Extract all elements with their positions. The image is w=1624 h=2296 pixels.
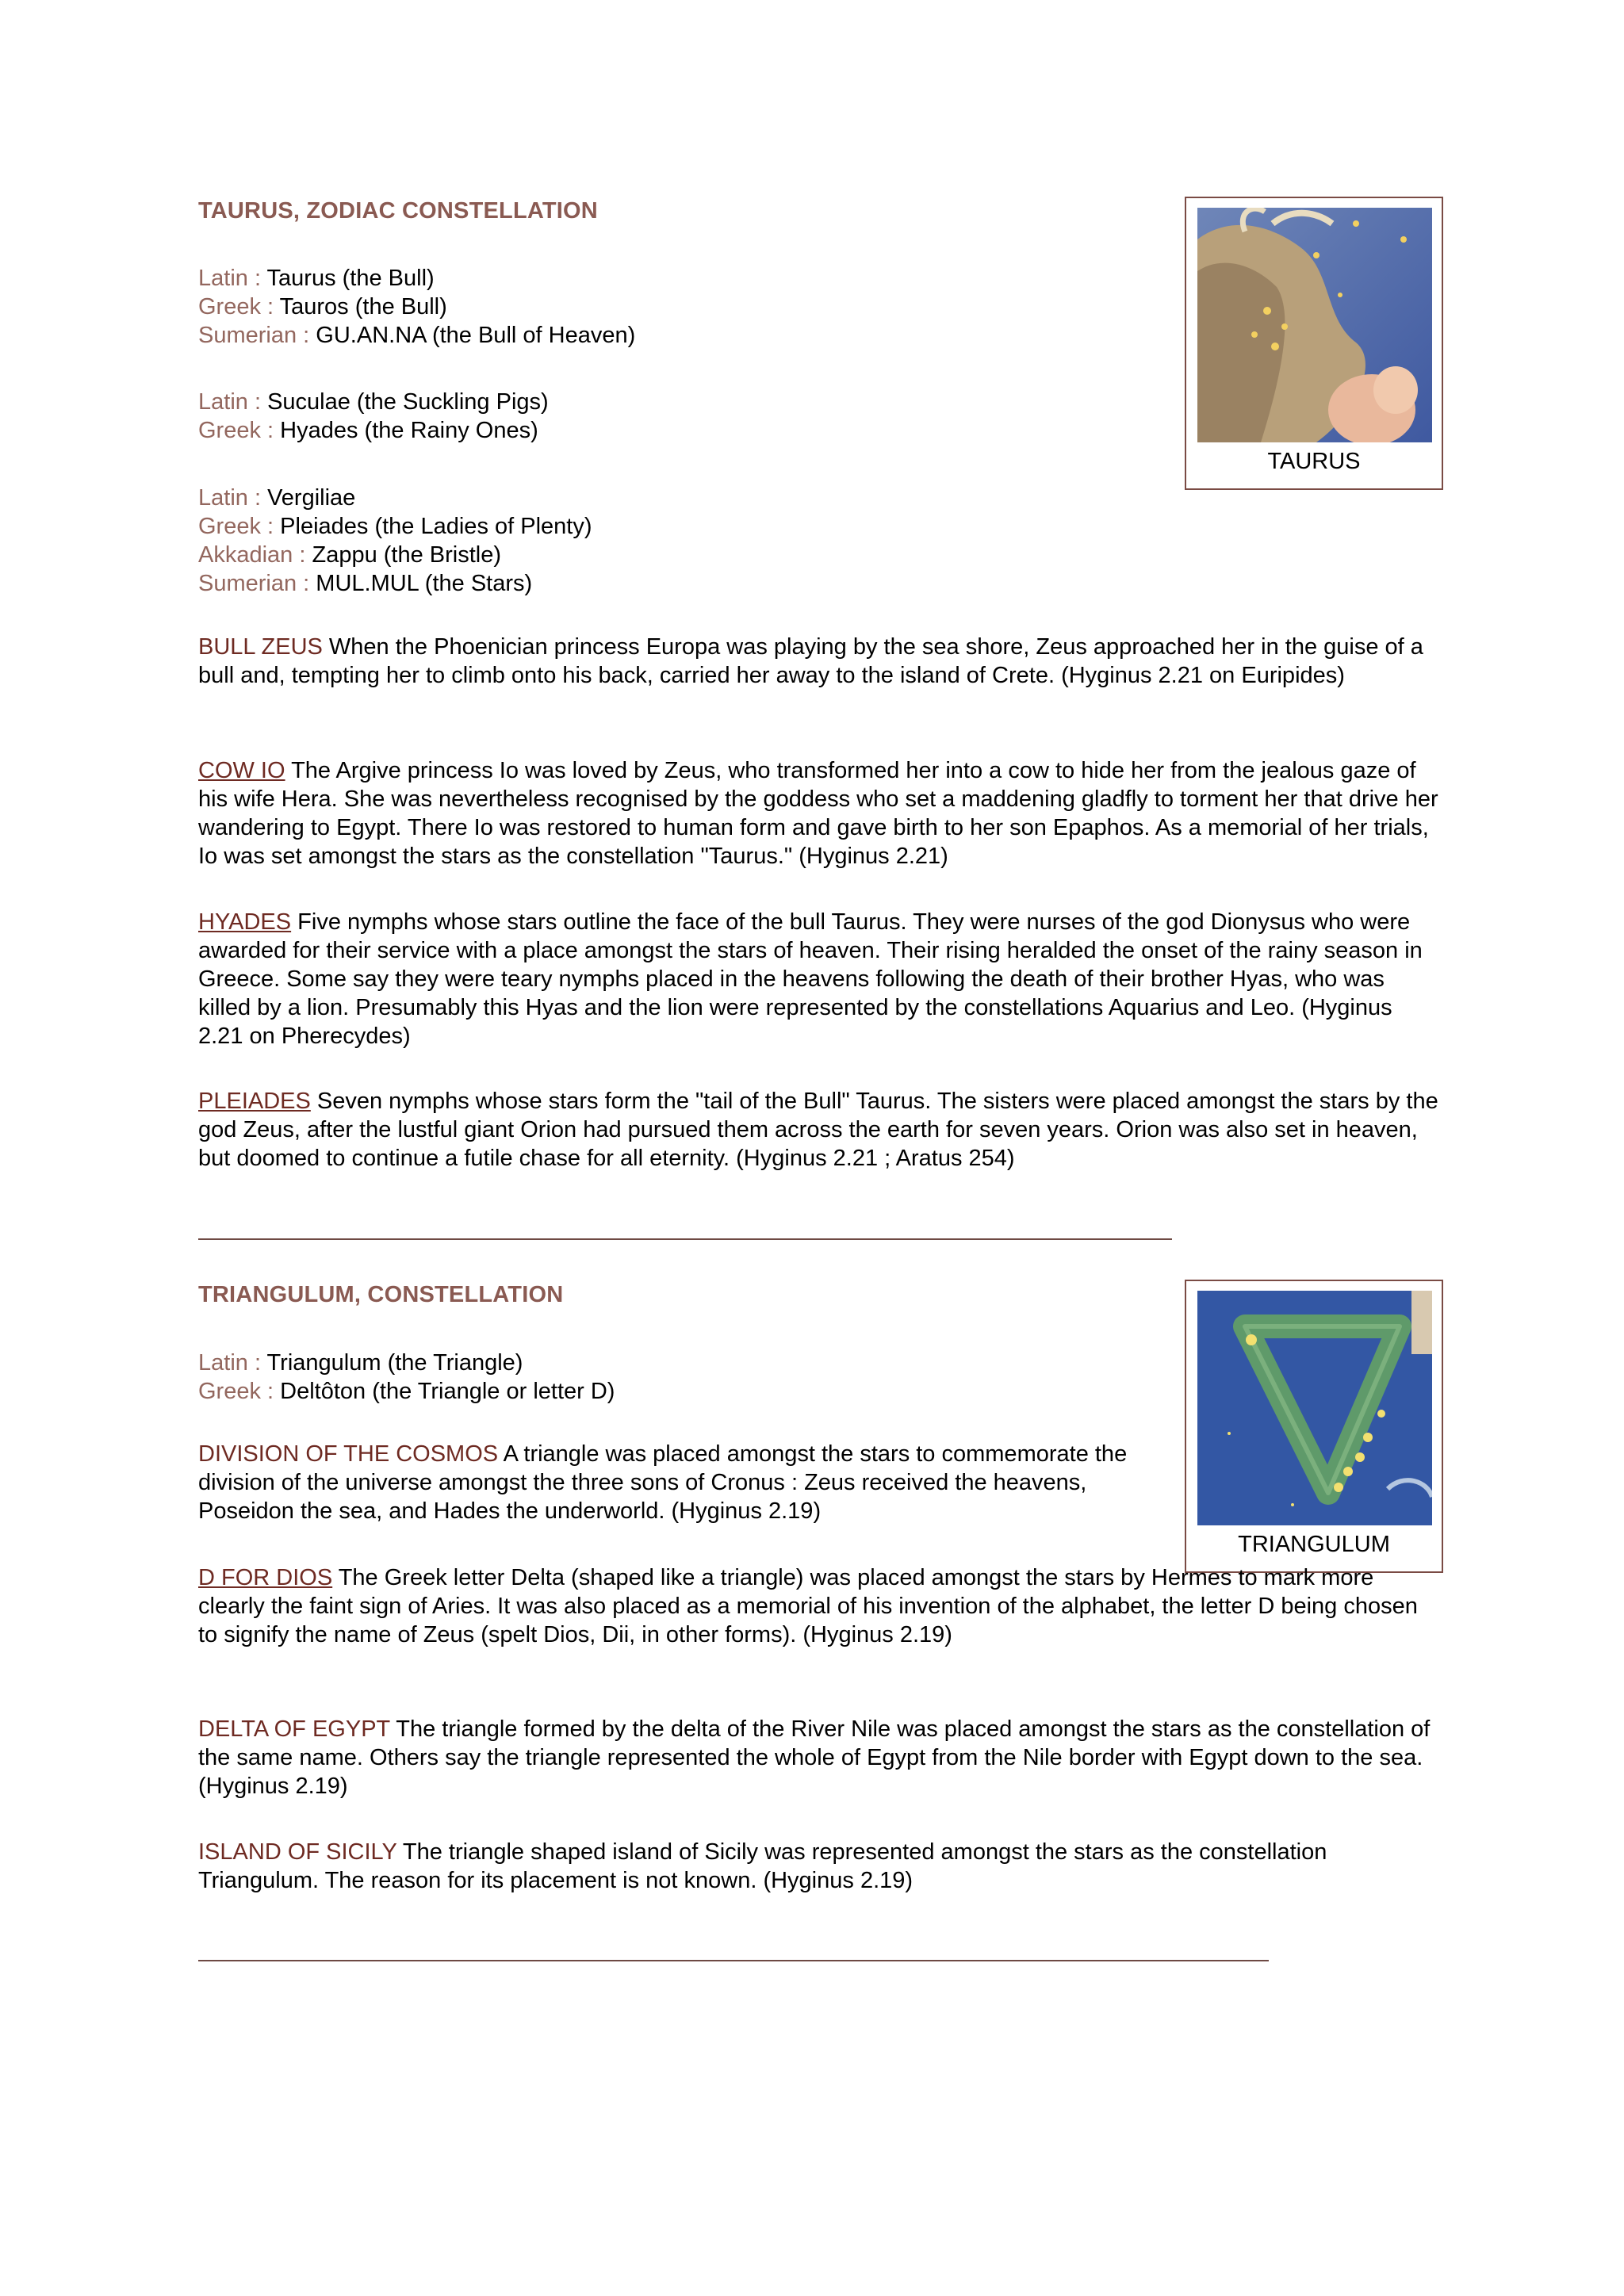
triangulum-caption: TRIANGULUM	[1238, 1532, 1390, 1557]
entry-delta-of-egypt	[198, 1715, 1443, 1800]
triangulum-illustration	[1197, 1291, 1432, 1525]
entry-bull-zeus	[198, 633, 1443, 690]
entry-text: Five nymphs whose stars outline the face of the bull Taurus. They were nurses of the god Dionysus who were awarded for their service with a place amongst the stars of heaven. Their rising heralded the onset of the rainy season in Greece. Some say they were teary nymphs placed in the heavens following the death of their brother Hyas, who was killed by a lion. Presumably this Hyas and the lion were represented by the constellations Aquarius and Leo. (Hyginus 2.21 on Pherecydes)	[198, 909, 1423, 1049]
entry-text: The triangle formed by the delta of the River Nile was placed amongst the stars as the constellation of the same name. Others say the triangle represented the whole of Egypt from the Nile border with Egypt down to the sea. (Hyginus 2.19)	[198, 1716, 1431, 1799]
name-row	[198, 416, 538, 445]
name-label: Akkadian :	[198, 542, 306, 568]
entry-term: BULL ZEUS	[198, 634, 323, 660]
name-value: MUL.MUL (the Stars)	[316, 571, 533, 596]
name-row	[198, 541, 501, 569]
name-value: Taurus (the Bull)	[266, 266, 435, 291]
entry-d-for-dios	[198, 1563, 1443, 1649]
name-label: Latin :	[198, 389, 261, 415]
entry-text: A triangle was placed amongst the stars to commemorate the division of the universe amongst the three sons of Cronus : Zeus received the heavens, Poseidon the sea, and Hades the underworld. (Hyginus 2.19)	[198, 1441, 1128, 1524]
section-divider	[198, 1960, 1269, 1961]
entry-division-of-the-cosmos	[198, 1440, 1166, 1525]
name-value: Deltôton (the Triangle or letter D)	[280, 1379, 615, 1404]
entry-term-link[interactable]: COW IO	[198, 758, 285, 783]
name-row	[198, 569, 532, 598]
name-value: GU.AN.NA (the Bull of Heaven)	[316, 323, 636, 348]
entry-term: ISLAND OF SICILY	[198, 1839, 397, 1865]
entry-text: When the Phoenician princess Europa was playing by the sea shore, Zeus approached her in the guise of a bull and, tempting her to climb onto his back, carried her away to the island of Crete. (Hyginus 2.21 on Euripides)	[198, 634, 1423, 688]
name-row	[198, 264, 435, 293]
name-label: Sumerian :	[198, 323, 310, 348]
name-value: Pleiades (the Ladies of Plenty)	[280, 514, 592, 539]
name-label: Greek :	[198, 294, 274, 320]
entry-island-of-sicily	[198, 1838, 1443, 1895]
name-value: Vergiliae	[267, 485, 356, 511]
section-divider	[198, 1238, 1172, 1240]
name-row	[198, 388, 549, 416]
triangulum-figure	[1185, 1280, 1443, 1573]
taurus-caption: TAURUS	[1267, 449, 1361, 474]
name-label: Latin :	[198, 485, 261, 511]
name-row	[198, 1349, 523, 1377]
taurus-illustration	[1197, 208, 1432, 442]
name-value: Suculae (the Suckling Pigs)	[267, 389, 549, 415]
entry-text: The Greek letter Delta (shaped like a triangle) was placed amongst the stars by Hermes to mark more clearly the faint sign of Aries. It was also placed as a memorial of his invention of the alphabet, the letter D being chosen to signify the name of Zeus (spelt Dios, Dii, in other forms). (Hyginus 2.19)	[198, 1565, 1418, 1647]
name-label: Greek :	[198, 514, 274, 539]
name-row	[198, 512, 592, 541]
entry-text: The Argive princess Io was loved by Zeus, who transformed her into a cow to hide her from the jealous gaze of his wife Hera. She was nevertheless recognised by the goddess who set a maddening gladfly to torment her that drive her wandering to Egypt. There Io was restored to human form and gave birth to her son Epaphos. As a memorial of her trials, Io was set amongst the stars as the constellation "Taurus." (Hyginus 2.21)	[198, 758, 1438, 869]
name-value: Tauros (the Bull)	[279, 294, 447, 320]
name-row	[198, 321, 635, 350]
name-label: Greek :	[198, 1379, 274, 1404]
entry-pleiades	[198, 1087, 1443, 1173]
name-label: Sumerian :	[198, 571, 310, 596]
name-row	[198, 1377, 615, 1406]
entry-term-link[interactable]: D FOR DIOS	[198, 1565, 333, 1590]
entry-text: Seven nymphs whose stars form the "tail of the Bull" Taurus. The sisters were placed amongst the stars by the god Zeus, after the lustful giant Orion had pursued them across the earth for seven years. Orion was also set in heaven, but doomed to continue a futile chase for all eternity. (Hyginus 2.21 ; Aratus 254)	[198, 1089, 1438, 1171]
name-value: Zappu (the Bristle)	[312, 542, 502, 568]
name-label: Latin :	[198, 1350, 261, 1376]
entry-term: DELTA OF EGYPT	[198, 1716, 390, 1742]
taurus-heading: TAURUS, ZODIAC CONSTELLATION	[198, 198, 598, 224]
name-value: Triangulum (the Triangle)	[266, 1350, 523, 1376]
name-value: Hyades (the Rainy Ones)	[280, 418, 538, 443]
entry-cow-io	[198, 756, 1443, 871]
name-row	[198, 484, 355, 512]
name-label: Latin :	[198, 266, 261, 291]
name-row	[198, 293, 447, 321]
entry-term: DIVISION OF THE COSMOS	[198, 1441, 499, 1467]
entry-text: The triangle shaped island of Sicily was represented amongst the stars as the constellation Triangulum. The reason for its placement is not known. (Hyginus 2.19)	[198, 1839, 1327, 1893]
entry-term-link[interactable]: PLEIADES	[198, 1089, 311, 1114]
triangulum-heading: TRIANGULUM, CONSTELLATION	[198, 1282, 564, 1307]
taurus-figure	[1185, 197, 1443, 490]
entry-term-link[interactable]: HYADES	[198, 909, 292, 935]
name-label: Greek :	[198, 418, 274, 443]
entry-hyades	[198, 908, 1443, 1050]
